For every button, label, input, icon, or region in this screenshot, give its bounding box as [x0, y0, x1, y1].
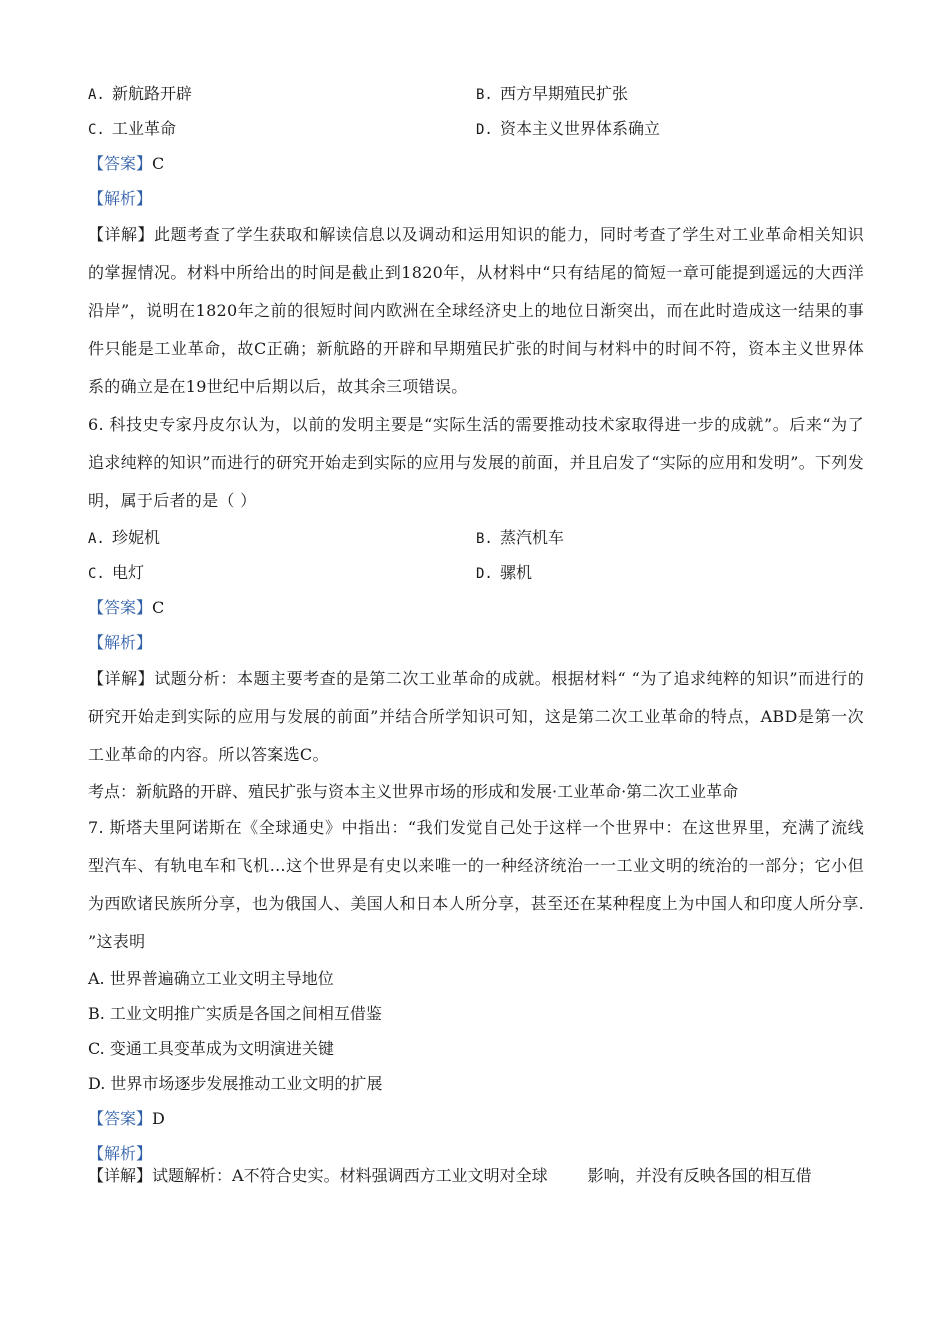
answer-value: C — [152, 154, 165, 173]
answer-value: D — [152, 1109, 165, 1128]
q7-option-a[interactable]: A. 世界普遍确立工业文明主导地位 — [88, 969, 334, 988]
option-letter: A. — [88, 87, 105, 103]
q5-option-c[interactable] — [88, 111, 476, 146]
q5-options-row-2 — [88, 111, 864, 146]
detail-text-part-1: 试题解析：A不符合史实。材料强调西方工业文明对全球 — [152, 1166, 548, 1185]
analysis-tag: 【解析】 — [88, 189, 153, 208]
option-text: 西方早期殖民扩张 — [500, 84, 629, 103]
q6-analysis — [88, 625, 864, 660]
detail-text: 试题分析：本题主要考查的是第二次工业革命的成就。根据材料“ “为了追求纯粹的知识”而进行的研究开始走到实际的应用与发展的前面”并结合所学知识可知，这是第二次工业革命的特点，ABD是第一次工业革命的内容。所以答案选C。 — [88, 669, 864, 764]
q6-option-a[interactable] — [88, 520, 476, 555]
q6-answer — [88, 590, 864, 625]
answer-tag: 【答案】 — [88, 598, 153, 617]
q6-stem: 6. 科技史专家丹皮尔认为，以前的发明主要是“实际生活的需要推动技术家取得进一步的成就”。后来“为了追求纯粹的知识”而进行的研究开始走到实际的应用与发展的前面，并且启发了“实际的应用和发明”。下列发明，属于后者的是（ ） — [88, 415, 864, 510]
option-letter: C. — [88, 122, 105, 138]
option-letter: A. — [88, 531, 105, 547]
option-text: 工业革命 — [112, 119, 177, 138]
q5-option-d[interactable] — [476, 111, 864, 146]
q5-options-row-1 — [88, 76, 864, 111]
option-text: 资本主义世界体系确立 — [500, 119, 661, 138]
q6-detail — [88, 660, 864, 774]
q7-option-b[interactable]: B. 工业文明推广实质是各国之间相互借鉴 — [88, 1004, 382, 1023]
document-page — [88, 76, 864, 1171]
q5-analysis — [88, 181, 864, 216]
answer-tag: 【答案】 — [88, 154, 153, 173]
q6-kaodian: 考点：新航路的开辟、殖民扩张与资本主义世界市场的形成和发展·工业革命·第二次工业革命 — [88, 782, 739, 801]
q7-option-d[interactable]: D. 世界市场逐步发展推动工业文明的扩展 — [88, 1074, 383, 1093]
answer-value: C — [152, 598, 165, 617]
option-text: 骡机 — [500, 563, 533, 582]
analysis-tag: 【解析】 — [88, 633, 153, 652]
detail-tag: 【详解】 — [88, 669, 155, 688]
option-text: 蒸汽机车 — [500, 528, 565, 547]
detail-tag: 【详解】 — [88, 225, 155, 244]
q7-option-c[interactable]: C. 变通工具变革成为文明演进关键 — [88, 1039, 334, 1058]
detail-text: 此题考查了学生获取和解读信息以及调动和运用知识的能力，同时考查了学生对工业革命相关知识的掌握情况。材料中所给出的时间是截止到1820年，从材料中“只有结尾的简短一章可能提到遥远的大西洋沿岸”，说明在1820年之前的很短时间内欧洲在全球经济史上的地位日渐突出，而在此时造成这一结果的事件只能是工业革命，故C正确；新航路的开辟和早期殖民扩张的时间与材料中的时间不符，资本主义世界体系的确立是在19世纪中后期以后，故其余三项错误。 — [88, 225, 864, 396]
q6-option-c[interactable] — [88, 555, 476, 590]
option-letter: C. — [88, 566, 105, 582]
option-text: 电灯 — [112, 563, 145, 582]
option-text: 新航路开辟 — [112, 84, 193, 103]
q5-option-b[interactable] — [476, 76, 864, 111]
detail-tag: 【详解】 — [88, 1166, 153, 1185]
q6-options-row-2 — [88, 555, 864, 590]
q7-stem: 7. 斯塔夫里阿诺斯在《全球通史》中指出：“我们发觉自己处于这样一个世界中：在这世界里，充满了流线型汽车、有轨电车和飞机…这个世界是有史以来唯一的一种经济统治一一工业文明的统治的一部分；它小但为西欧诸民族所分享，也为俄国人、美国人和日本人所分享，甚至还在某种程度上为中国人和印度人所分享. ”这表明 — [88, 818, 864, 951]
option-letter: B. — [476, 531, 493, 547]
q6-option-b[interactable] — [476, 520, 864, 555]
q5-detail — [88, 216, 864, 406]
q5-option-a[interactable] — [88, 76, 476, 111]
analysis-tag: 【解析】 — [88, 1144, 153, 1163]
q7-answer — [88, 1101, 864, 1136]
option-letter: D. — [476, 566, 493, 582]
q5-answer — [88, 146, 864, 181]
q7-detail — [88, 1158, 864, 1193]
answer-tag: 【答案】 — [88, 1109, 153, 1128]
q6-option-d[interactable] — [476, 555, 864, 590]
detail-text-part-2: 影响，并没有反映各国的相互借 — [587, 1166, 812, 1185]
option-letter: B. — [476, 87, 493, 103]
q6-options-row-1 — [88, 520, 864, 555]
option-text: 珍妮机 — [112, 528, 161, 547]
option-letter: D. — [476, 122, 493, 138]
